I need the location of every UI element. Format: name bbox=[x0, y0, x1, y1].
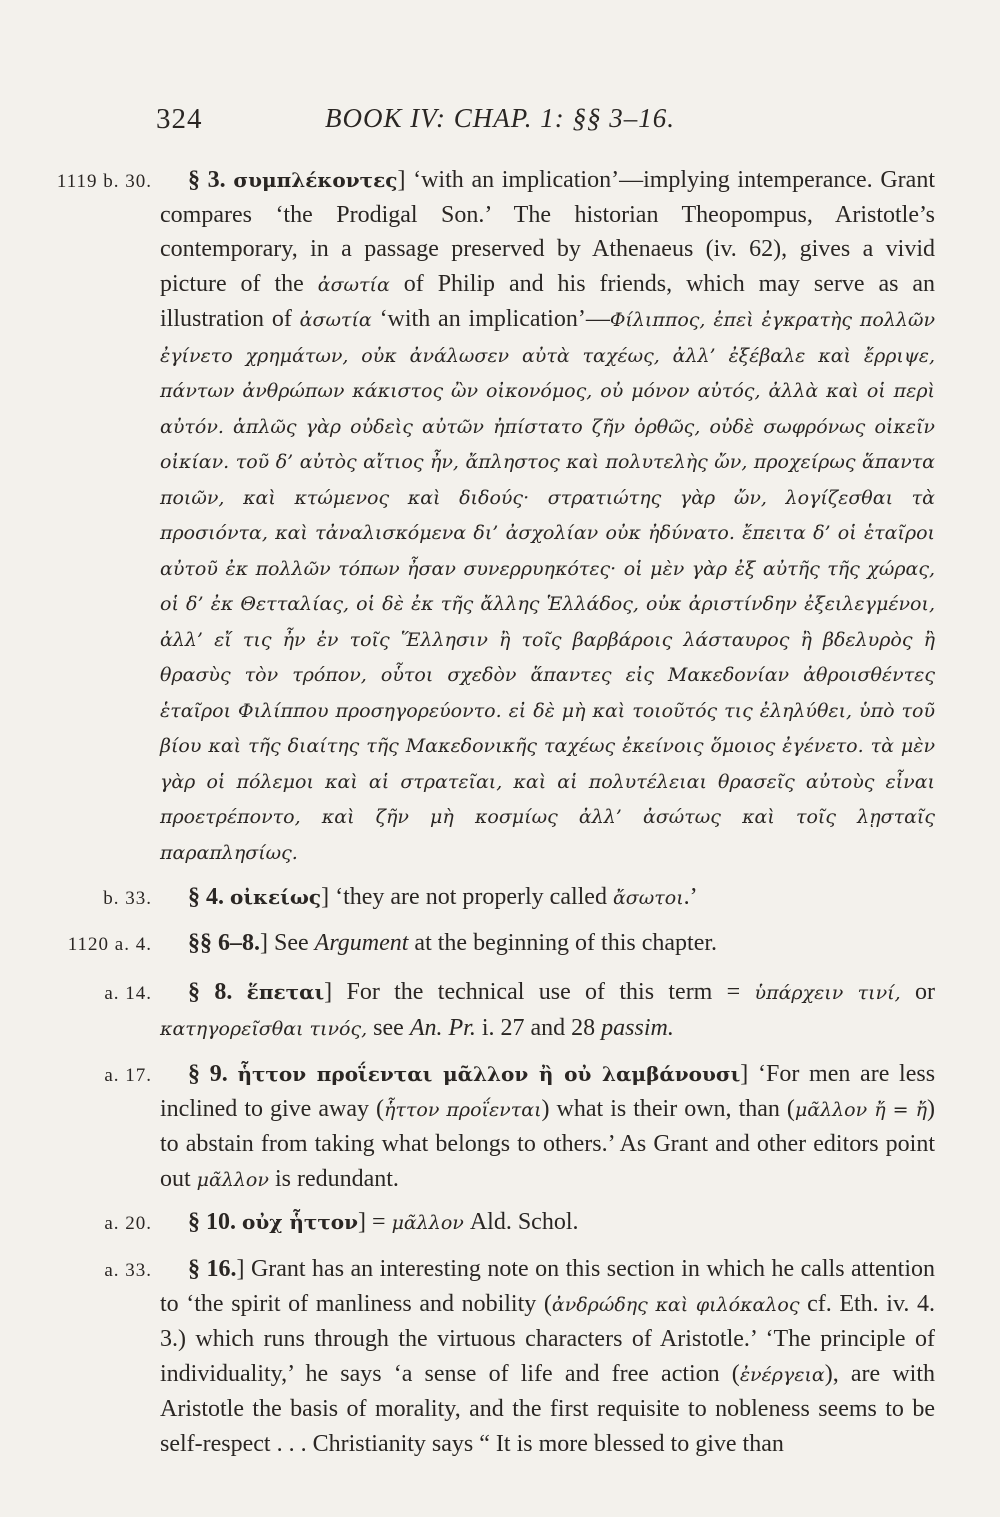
line-reference: a. 33. bbox=[104, 1260, 152, 1281]
greek-term: κατηγορεῖσθαι τινός, bbox=[160, 1017, 368, 1040]
note-body: § 4. οἰκείως] ‘they are not properly called ἄσωτοι.’ bbox=[188, 884, 698, 910]
section-mark: § 3. bbox=[188, 167, 226, 193]
running-title: BOOK IV: CHAP. 1: §§ 3–16. bbox=[325, 103, 675, 133]
note-body: § 3. συμπλέκοντες] ‘with an implication’—implying intemperance. Grant compares ‘the Prodigal Son.’ The historian Theopompus, Aristotle’s contemporary, in a passage preserved by Athenaeus (iv. 62), gives a vivid picture of the ἀσωτία of Philip and his friends, which may serve as an illustration of ἀσωτία ‘with an implication’—Φίλιππος, ἐπεὶ ἐγκρατὴς πολλῶν ἐγίνετο χρημάτων, οὐκ ἀνάλωσεν αὐτὰ ταχέως, ἀλλ’ ἐξέβαλε καὶ ἔρριψε, πάντων ἀνθρώπων κάκιστος ὢν οἰκονόμος, οὐ μόνον αὐτός, ἀλλὰ καὶ οἱ περὶ αὐτόν. ἁπλῶς γὰρ οὐδεὶς αὐτῶν ἠπίστατο ζῆν ὀρθῶς, οὐδὲ σωφρόνως οἰκεῖν οἰκίαν. τοῦ δ’ αὐτὸς αἴτιος ἦν, ἄπληστος καὶ πολυτελὴς ὤν, προχείρως ἅπαντα ποιῶν, καὶ κτώμενος καὶ διδούς· στρατιώτης γὰρ ὤν, λογίζεσθαι τὰ προσιόντα, καὶ τἀναλισκόμενα δι’ ἀσχολίαν οὐκ ἠδύνατο. ἔπειτα δ’ οἱ ἑταῖροι αὐτοῦ ἐκ πολλῶν τόπων ἦσαν συνερρυηκότες· οἱ μὲν γὰρ ἐξ αὐτῆς τῆς χώρας, οἱ δ’ ἐκ Θετταλίας, οἱ δὲ ἐκ τῆς ἄλλης Ἑλλάδος, οὐκ ἀριστίνδην ἐξειλεγμένοι, ἀλλ’ εἴ τις ἦν ἐν τοῖς Ἕλλησιν ἢ τοῖς βαρβάροις λάσταυρος ἢ βδελυρὸς ἢ θρασὺς τὸν τρόπον, οὗτοι σχεδὸν ἅπαντες εἰς Μακεδονίαν ἀθροισθέντες ἑταῖροι Φιλίππου προσηγορεύοντο. εἰ δὲ μὴ καὶ τοιοῦτός τις ἐληλύθει, ὑπὸ τοῦ βίου καὶ τῆς διαίτης τῆς Μακεδονικῆς ταχέως ἐκείνοις ὅμοιος ἐγένετο. τὰ μὲν γὰρ οἱ πόλεμοι καὶ αἱ στρατεῖαι, καὶ αἱ πολυτέλειαι θρασεῖς αὐτοὺς εἶναι προετρέποντο, καὶ ζῆν μὴ κοσμίως ἀλλ’ ἀσώτως καὶ τοῖς λῃσταῖς παραπλησίως. bbox=[160, 167, 936, 864]
section-mark: §§ 6–8. bbox=[188, 930, 260, 956]
note-text: or bbox=[915, 979, 935, 1005]
greek-term: ἄσωτοι bbox=[612, 887, 684, 909]
lemma: συμπλέκοντες bbox=[233, 168, 398, 192]
section-mark: § 8. bbox=[188, 979, 233, 1005]
note-text: ‘they are not properly called bbox=[335, 884, 607, 910]
note-text: ) to abstain from taking what belongs to others.’ As Grant and other editors point out bbox=[160, 1095, 935, 1192]
note-body: § 9. ἧττον προΐενται μᾶλλον ἢ οὐ λαμβάνουσι] ‘For men are less inclined to give away (ἧττον προΐενται) what is their own, than (μᾶλλον ἤ = ἤ) to abstain from taking what belongs to others.’ As Grant and other editors point out μᾶλλον is redundant. bbox=[160, 1061, 936, 1192]
note-text: ‘with an implication’— bbox=[379, 306, 610, 332]
line-reference: 1120 a. 4. bbox=[67, 934, 152, 955]
note-body: §§ 6–8.] See Argument at the beginning of this chapter. bbox=[188, 930, 718, 956]
greek-term: ἧττον προΐενται bbox=[383, 1098, 542, 1121]
greek-quotation: Φίλιππος, ἐπεὶ ἐγκρατὴς πολλῶν ἐγίνετο χρημάτων, οὐκ ἀνάλωσεν αὐτὰ ταχέως, ἀλλ’ ἐξέβαλε καὶ ἔρριψε, πάντων ἀνθρώπων κάκιστος ὢν οἰκονόμος, οὐ μόνον αὐτός, ἀλλὰ καὶ οἱ περὶ αὐτόν. ἁπλῶς γὰρ οὐδεὶς αὐτῶν ἠπίστατο ζῆν ὀρθῶς, οὐδὲ σωφρόνως οἰκεῖν οἰκίαν. τοῦ δ’ αὐτὸς αἴτιος ἦν, ἄπληστος καὶ πολυτελὴς ὤν, προχείρως ἅπαντα ποιῶν, καὶ κτώμενος καὶ διδούς· στρατιώτης γὰρ ὤν, λογίζεσθαι τὰ προσιόντα, καὶ τἀναλισκόμενα δι’ ἀσχολίαν οὐκ ἠδύνατο. ἔπειτα δ’ οἱ ἑταῖροι αὐτοῦ ἐκ πολλῶν τόπων ἦσαν συνερρυηκότες· οἱ μὲν γὰρ ἐξ αὐτῆς τῆς χώρας, οἱ δ’ ἐκ Θετταλίας, οἱ δὲ ἐκ τῆς ἄλλης Ἑλλάδος, οὐκ ἀριστίνδην ἐξειλεγμένοι, ἀλλ’ εἴ τις ἦν ἐν τοῖς Ἕλλησιν ἢ τοῖς βαρβάροις λάσταυρος ἢ βδελυρὸς ἢ θρασὺς τὸν τρόπον, οὗτοι σχεδὸν ἅπαντες εἰς Μακεδονίαν ἀθροισθέντες ἑταῖροι Φιλίππου προσηγορεύοντο. εἰ δὲ μὴ καὶ τοιοῦτός τις ἐληλύθει, ὑπὸ τοῦ βίου καὶ τῆς διαίτης τῆς Μακεδονικῆς ταχέως ἐκείνοις ὅμοιος ἐγένετο. τὰ μὲν γὰρ οἱ πόλεμοι καὶ αἱ στρατεῖαι, καὶ αἱ πολυτέλειαι θρασεῖς αὐτοὺς εἶναι προετρέποντο, καὶ ζῆν μὴ κοσμίως ἀλλ’ ἀσώτως καὶ τοῖς λῃσταῖς παραπλησίως. bbox=[160, 309, 935, 864]
line-reference: b. 33. bbox=[103, 888, 152, 909]
section-mark: § 4. bbox=[188, 884, 224, 910]
lemma: οὐχ ἧττον bbox=[242, 1210, 359, 1234]
page-header bbox=[0, 103, 1000, 143]
note-text: For the technical use of this term = bbox=[346, 979, 741, 1005]
line-reference: a. 20. bbox=[104, 1213, 152, 1234]
note-text: ) what is their own, than ( bbox=[541, 1095, 795, 1122]
note-text: ), are with Aristotle the basis of morality, and the first requisite to nobleness seems to be self-respect . . . Christianity says “ It is more blessed to give than bbox=[160, 1360, 935, 1457]
lemma: ἕπεται bbox=[246, 980, 325, 1004]
note-text: see bbox=[373, 1014, 404, 1041]
greek-term: ἀσωτία bbox=[317, 273, 390, 296]
note-text: Ald. Schol. bbox=[469, 1209, 579, 1235]
section-mark: § 9. bbox=[188, 1061, 228, 1087]
line-reference: 1119 b. 30. bbox=[56, 171, 152, 192]
line-reference: a. 14. bbox=[104, 983, 152, 1004]
section-mark: § 10. bbox=[188, 1209, 236, 1235]
italic-reference: An. Pr. bbox=[409, 1014, 476, 1041]
note-body: § 8. ἕπεται] For the technical use of this term = ὑπάρχειν τινί, or κατηγορεῖσθαι τινός, see An. Pr. i. 27 and 28 passim. bbox=[160, 979, 935, 1041]
lemma: ἧττον προΐενται μᾶλλον ἢ οὐ λαμβάνουσι bbox=[237, 1062, 741, 1086]
greek-term: ἐνέργεια bbox=[739, 1363, 825, 1386]
note-text: cf. Eth. iv. 4. 3.) which runs through the virtuous characters of Aristotle.’ ‘The principle of individuality,’ he says ‘a sense of life and free action ( bbox=[160, 1290, 935, 1387]
note-text: Grant has an interesting note on this section in which he calls attention to ‘the spirit of manliness and nobility ( bbox=[160, 1256, 935, 1317]
note-text: = bbox=[372, 1209, 386, 1235]
greek-term: μᾶλλον bbox=[196, 1168, 269, 1191]
page-number: 324 bbox=[156, 103, 203, 135]
note-body: § 16.] Grant has an interesting note on this section in which he calls attention to ‘the spirit of manliness and nobility (ἀνδρώδης καὶ φιλόκαλος cf. Eth. iv. 4. 3.) which runs through the virtuous characters of Aristotle.’ ‘The principle of individuality,’ he says ‘a sense of life and free action (ἐνέργεια), are with Aristotle the basis of morality, and the first requisite to nobleness seems to be self-respect . . . Christianity says “ It is more blessed to give than bbox=[160, 1256, 935, 1457]
note-text: of Philip and his friends, which may serve as an illustration of bbox=[160, 270, 936, 332]
note-body: § 10. οὐχ ἧττον] = μᾶλλον Ald. Schol. bbox=[188, 1209, 579, 1235]
note-text: ‘with an implication’—implying intemperance. Grant compares ‘the Prodigal Son.’ The historian Theopompus, Aristotle’s contemporary, in a passage preserved by Athenaeus (iv. 62), gives a vivid picture of the bbox=[160, 167, 935, 297]
greek-term: μᾶλλον bbox=[391, 1212, 464, 1234]
greek-term: μᾶλλον ἤ = ἤ bbox=[794, 1098, 927, 1121]
section-mark: § 16. bbox=[188, 1256, 237, 1282]
greek-term: ὑπάρχειν τινί, bbox=[754, 982, 901, 1004]
note-text: ‘For men are less inclined to give away ( bbox=[160, 1061, 936, 1122]
note-text: See bbox=[274, 930, 309, 956]
italic-reference: Argument bbox=[314, 930, 409, 956]
lemma: οἰκείως bbox=[230, 885, 322, 909]
line-reference: a. 17. bbox=[104, 1065, 152, 1086]
note-text: is redundant. bbox=[274, 1165, 399, 1192]
italic-reference: passim. bbox=[601, 1014, 674, 1041]
note-text: .’ bbox=[683, 884, 698, 910]
greek-term: ἀνδρώδης καὶ φιλόκαλος bbox=[551, 1293, 800, 1316]
note-text: at the beginning of this chapter. bbox=[414, 930, 718, 956]
greek-term: ἀσωτία bbox=[299, 309, 372, 331]
note-text: i. 27 and 28 bbox=[481, 1014, 596, 1041]
